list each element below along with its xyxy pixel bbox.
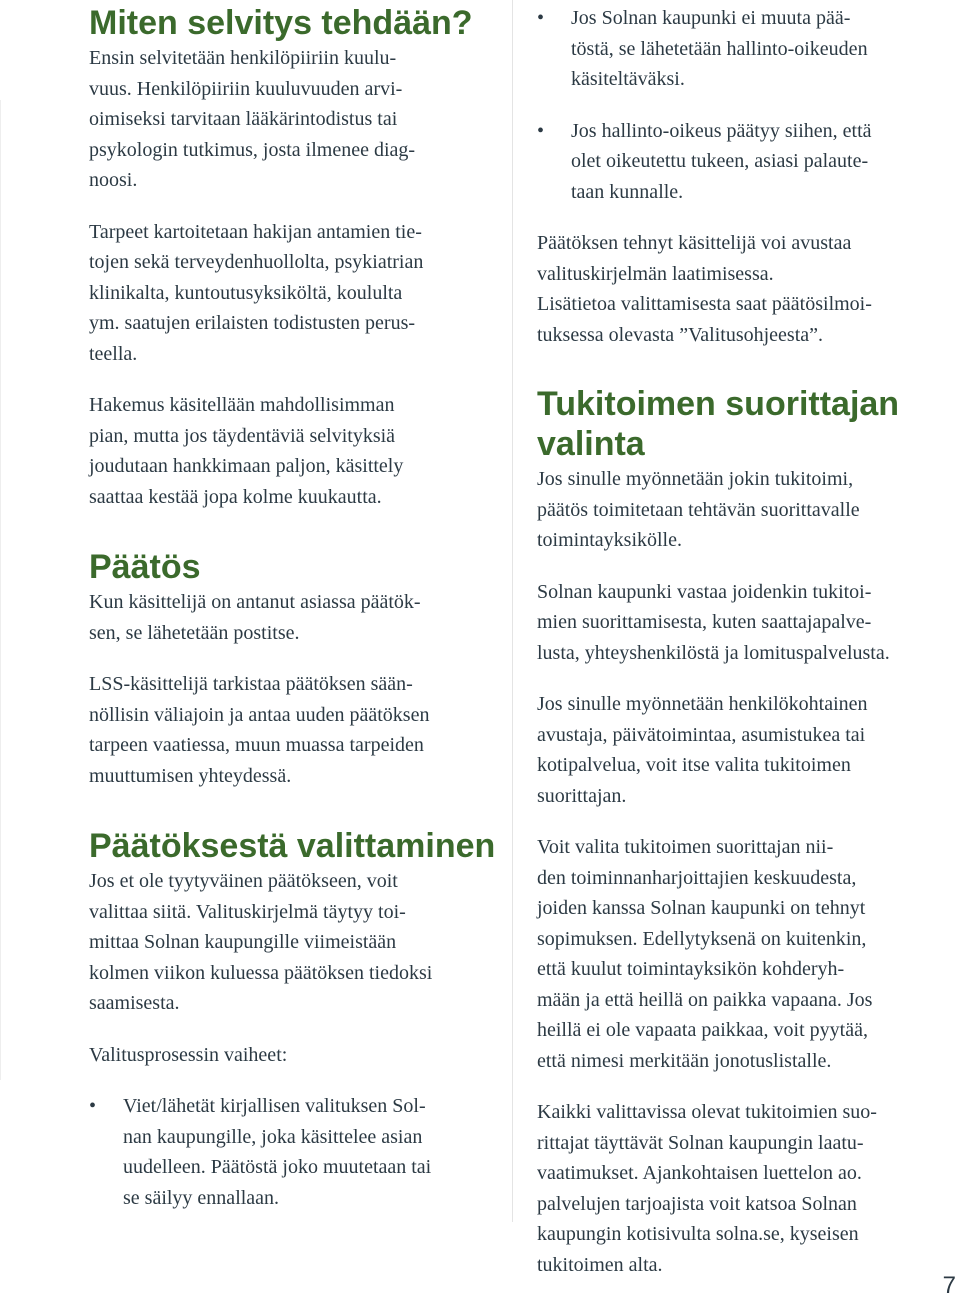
paragraph-city-responsibility: Solnan kaupunki vastaa joidenkin tukitoi- mien suorittamisesta, kuten saattajapalve- lusta, yhteyshenkilöstä ja lomituspalvelusta. [537, 580, 890, 664]
paragraph-processing-time: Hakemus käsitellään mahdollisimman pian, mutta jos täydentäviä selvityksiä joudutaan hankkimaan paljon, käsittely saattaa kestää jopa kolme kuukautta. [89, 394, 404, 508]
paragraph-appeal-deadline: Jos et ole tyytyväinen päätökseen, voit valittaa siitä. Valituskirjelmä täytyy toi- mittaa Solnan kaupungille viimeistään kolmen viikon kuluessa päätöksen tiedoksi saamisesta. [89, 870, 433, 1014]
left-column [89, 0, 497, 1213]
paragraph-decision-sent: Kun käsittelijä on antanut asiassa päätök- sen, se lähetetään postitse. [89, 591, 421, 644]
heading-how-investigation: Miten selvitys tehdään? [89, 4, 473, 42]
paragraph-decision-to-unit: Jos sinulle myönnetään jokin tukitoimi, päätös toimitetaan tehtävän suorittavalle toimintayksikölle. [537, 468, 860, 551]
column-divider [512, 0, 513, 1222]
paragraph-choose-provider: Jos sinulle myönnetään henkilökohtainen avustaja, päivätoimintaa, asumistukea tai kotipalvelua, voit itse valita tukitoimen suorittajan. [537, 693, 868, 807]
list-item: • Jos hallinto-oikeus päätyy siihen, että olet oikeutettu tukeen, asiasi palaute- taan kunnalle. [537, 116, 937, 208]
heading-provider-selection: Tukitoimen suorittajan valinta [537, 385, 900, 463]
paragraph-appeal-help: Päätöksen tehnyt käsittelijä voi avustaa valituskirjelmän laatimisessa. Lisätietoa valittamisesta saat päätösilmoi- tuksessa olevasta ”Valitusohjeesta”. [537, 232, 872, 346]
right-column [537, 0, 937, 1280]
paragraph-needs-mapping: Tarpeet kartoitetaan hakijan antamien tie- tojen sekä terveydenhuollolta, psykiatrian klinikalta, kuntoutusyksiköltä, koululta ym. saatujen erilaisten todistusten perus- teella. [89, 220, 424, 365]
paragraph-contracted-providers: Voit valita tukitoimen suorittajan nii- den toiminnanharjoittajien keskuudesta, joiden kanssa Solnan kaupunki on tehnyt sopimuksen. Edellytyksenä on kuitenkin, että kuulut toimintayksikön kohderyh- mään ja että heillä on paikka vapaana. Jos heillä ei ole vapaata paikkaa, voit pyytää, että nimesi merkitään jonotuslistalle. [537, 836, 873, 1072]
paragraph-decision-review: LSS-käsittelijä tarkistaa päätöksen sään- nöllisin väliajoin ja antaa uuden päätöksen tarpeen vaatiessa, muun muassa tarpeiden muuttumisen yhteydessä. [89, 673, 430, 787]
paragraph-quality-requirements: Kaikki valittavissa olevat tukitoimien suo- rittajat täyttävät Solnan kaupungin laatu- vaatimukset. Ajankohtaisen luettelon ao. palvelujen tarjoajista voit katsoa Solnan kaupungin kotisivulta solna.se, kyseisen tukitoimen alta. [537, 1101, 877, 1276]
page-number: 7 [942, 1272, 956, 1299]
list-item: • Jos Solnan kaupunki ei muuta pää- töstä, se lähetetään hallinto-oikeuden käsiteltäväksi. [537, 3, 937, 95]
paragraph-appeal-steps: Valitusprosessin vaiheet: [89, 1043, 288, 1066]
heading-appeal: Päätöksestä valittaminen [89, 827, 496, 865]
paragraph-personal-circle: Ensin selvitetään henkilöpiiriin kuulu- vuus. Henkilöpiiriin kuuluvuuden arvi- oimiseksi tarvitaan lääkärintodistus tai psykologin tutkimus, josta ilmenee diag- noosi. [89, 47, 416, 191]
page-edge [0, 100, 1, 1080]
heading-decision: Päätös [89, 548, 201, 586]
list-item: • Viet/lähetät kirjallisen valituksen Sol- nan kaupungille, joka käsittelee asian uudelleen. Päätöstä joko muutetaan tai se säilyy ennallaan. [89, 1091, 497, 1213]
appeal-steps-list [89, 1091, 497, 1213]
appeal-steps-list-continued [537, 3, 937, 207]
